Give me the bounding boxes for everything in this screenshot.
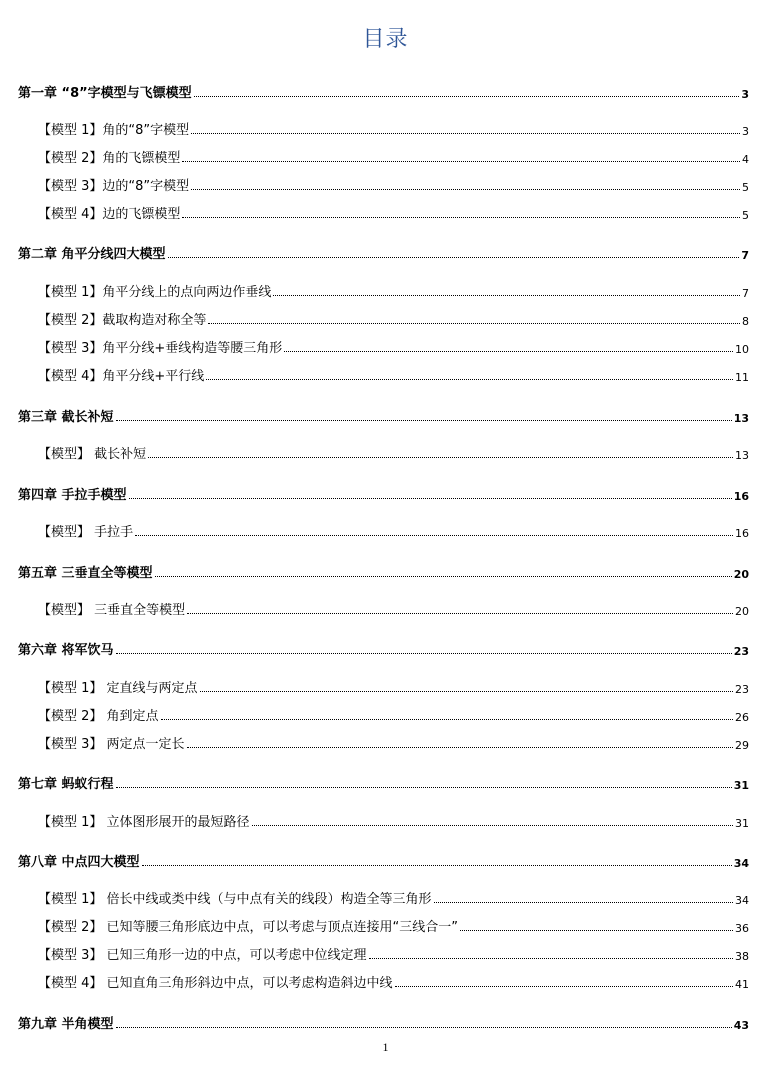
toc-chapter-1[interactable]: [18, 82, 749, 101]
entry-page-number: 34: [735, 894, 749, 907]
entry-page-number: 5: [742, 209, 749, 222]
dot-leader: [187, 746, 733, 748]
toc-entry[interactable]: [38, 337, 749, 356]
toc-chapter-3[interactable]: [18, 406, 749, 425]
entry-page-number: 23: [735, 683, 749, 696]
chapter-page-number: 16: [733, 490, 749, 503]
toc-entry[interactable]: [38, 443, 749, 462]
entry-title: 【模型 1】 立体图形展开的最短路径: [38, 815, 250, 830]
dot-leader: [200, 690, 733, 692]
dot-leader: [116, 652, 732, 654]
entry-title: 【模型 2】 已知等腰三角形底边中点，可以考虑与顶点连接用“三线合一”: [38, 920, 459, 935]
entry-title: 【模型 4】边的飞镖模型: [38, 207, 181, 222]
entry-page-number: 11: [735, 371, 749, 384]
dot-leader: [252, 824, 733, 826]
dot-leader: [208, 322, 740, 324]
entry-page-number: 31: [735, 817, 749, 830]
dot-leader: [155, 575, 732, 577]
toc-entry[interactable]: [38, 175, 749, 194]
entry-page-number: 7: [742, 287, 749, 300]
toc-chapter-9[interactable]: [18, 1013, 749, 1032]
toc-entry[interactable]: [38, 705, 749, 724]
entry-title: 【模型 3】 两定点一定长: [38, 737, 185, 752]
dot-leader: [273, 294, 740, 296]
dot-leader: [187, 612, 733, 614]
entry-title: 【模型 1】角平分线上的点向两边作垂线: [38, 285, 272, 300]
toc-entry[interactable]: [38, 365, 749, 384]
entry-page-number: 38: [735, 950, 749, 963]
chapter-title: 第五章 三垂直全等模型: [18, 566, 153, 581]
toc-entry[interactable]: [38, 119, 749, 138]
toc-chapter-6[interactable]: [18, 639, 749, 658]
entry-page-number: 26: [735, 711, 749, 724]
dot-leader: [135, 534, 733, 536]
entry-title: 【模型 4】 已知直角三角形斜边中点，可以考虑构造斜边中线: [38, 976, 393, 991]
entry-title: 【模型 3】边的“8”字模型: [38, 179, 190, 194]
toc-chapter-7[interactable]: [18, 773, 749, 792]
entry-page-number: 10: [735, 343, 749, 356]
toc-chapter-4[interactable]: [18, 484, 749, 503]
dot-leader: [161, 718, 733, 720]
entry-page-number: 36: [735, 922, 749, 935]
chapter-title: 第九章 半角模型: [18, 1017, 114, 1032]
chapter-title: 第三章 截长补短: [18, 410, 114, 425]
dot-leader: [116, 786, 732, 788]
dot-leader: [191, 188, 740, 190]
toc-entry[interactable]: [38, 972, 749, 991]
entry-title: 【模型】 手拉手: [38, 525, 134, 540]
entry-page-number: 4: [742, 153, 749, 166]
dot-leader: [194, 95, 740, 97]
entry-title: 【模型 1】 定直线与两定点: [38, 681, 198, 696]
dot-leader: [182, 216, 740, 218]
page-number-footer: 1: [382, 1040, 389, 1054]
toc-entry[interactable]: [38, 888, 749, 907]
toc-chapter-5[interactable]: [18, 562, 749, 581]
toc-entry[interactable]: [38, 944, 749, 963]
chapter-page-number: 34: [733, 857, 749, 870]
toc-entry[interactable]: [38, 203, 749, 222]
dot-leader: [116, 419, 732, 421]
dot-leader: [129, 497, 732, 499]
toc-entry[interactable]: [38, 677, 749, 696]
chapter-title: 第四章 手拉手模型: [18, 488, 127, 503]
toc-chapter-2[interactable]: [18, 243, 749, 262]
chapter-title: 第七章 蚂蚁行程: [18, 777, 114, 792]
chapter-title: 第二章 角平分线四大模型: [18, 247, 166, 262]
toc-entry[interactable]: [38, 281, 749, 300]
page-title: 目录: [362, 27, 409, 52]
chapter-page-number: 7: [741, 249, 749, 262]
chapter-page-number: 13: [733, 412, 749, 425]
entry-page-number: 8: [742, 315, 749, 328]
entry-title: 【模型】 截长补短: [38, 447, 147, 462]
toc-entry[interactable]: [38, 811, 749, 830]
dot-leader: [369, 957, 733, 959]
entry-page-number: 41: [735, 978, 749, 991]
dot-leader: [148, 456, 733, 458]
entry-page-number: 16: [735, 527, 749, 540]
entry-title: 【模型 2】 角到定点: [38, 709, 159, 724]
toc-entry[interactable]: [38, 916, 749, 935]
entry-page-number: 29: [735, 739, 749, 752]
chapter-title: 第六章 将军饮马: [18, 643, 114, 658]
entry-page-number: 3: [742, 125, 749, 138]
entry-title: 【模型 2】截取构造对称全等: [38, 313, 207, 328]
entry-title: 【模型 1】角的“8”字模型: [38, 123, 190, 138]
entry-title: 【模型 3】角平分线+垂线构造等腰三角形: [38, 341, 283, 356]
chapter-page-number: 31: [733, 779, 749, 792]
entry-title: 【模型 1】 倍长中线或类中线（与中点有关的线段）构造全等三角形: [38, 892, 432, 907]
toc-entry[interactable]: [38, 733, 749, 752]
toc-entry[interactable]: [38, 599, 749, 618]
toc-entry[interactable]: [38, 147, 749, 166]
dot-leader: [460, 929, 733, 931]
dot-leader: [284, 350, 733, 352]
chapter-page-number: 20: [733, 568, 749, 581]
entry-page-number: 5: [742, 181, 749, 194]
dot-leader: [142, 864, 732, 866]
entry-title: 【模型 3】 已知三角形一边的中点，可以考虑中位线定理: [38, 948, 367, 963]
dot-leader: [206, 378, 733, 380]
dot-leader: [168, 256, 740, 258]
dot-leader: [182, 160, 740, 162]
dot-leader: [395, 985, 733, 987]
chapter-page-number: 43: [733, 1019, 749, 1032]
entry-title: 【模型】 三垂直全等模型: [38, 603, 186, 618]
chapter-title: 第八章 中点四大模型: [18, 855, 140, 870]
chapter-page-number: 23: [733, 645, 749, 658]
toc-entry[interactable]: [38, 309, 749, 328]
dot-leader: [116, 1026, 732, 1028]
entry-page-number: 13: [735, 449, 749, 462]
entry-page-number: 20: [735, 605, 749, 618]
chapter-title: 第一章 “8”字模型与飞镖模型: [18, 86, 192, 101]
toc-chapter-8[interactable]: [18, 851, 749, 870]
toc-entry[interactable]: [38, 521, 749, 540]
entry-title: 【模型 4】角平分线+平行线: [38, 369, 205, 384]
entry-title: 【模型 2】角的飞镖模型: [38, 151, 181, 166]
dot-leader: [191, 132, 740, 134]
dot-leader: [434, 901, 733, 903]
chapter-page-number: 3: [741, 88, 749, 101]
